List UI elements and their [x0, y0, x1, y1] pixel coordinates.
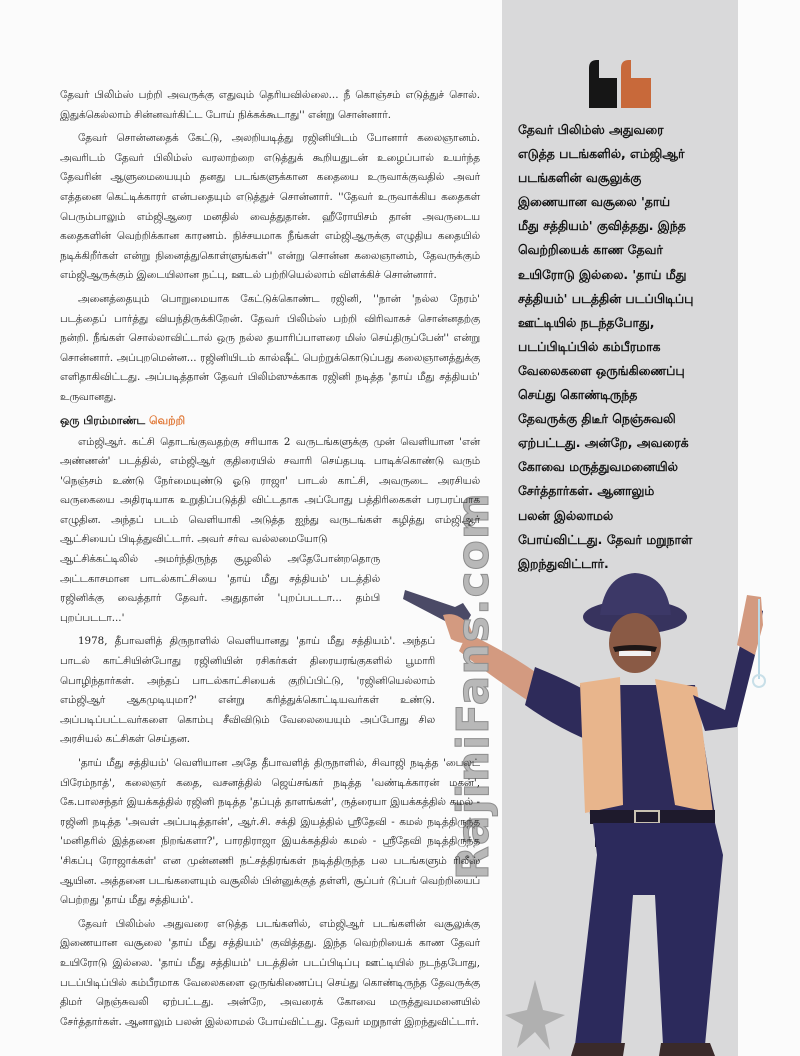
pull-quote-line: சத்தியம்' படத்தின் படப்பிடிப்பு	[518, 290, 694, 306]
article-paragraph: அனைத்தையும் பொறுமையாக கேட்டுக்கொண்ட ரஜினி, ''நான் 'நல்ல நேரம்' படத்தைப் பார்த்து வியந்திருக்கிறேன். தேவர் பிலிம்ஸ் பற்றி விரிவாகச் சொன்னதற்கு நன்றி. நீங்கள் சொல்லாவிட்டால் ஒரு நல்ல தயாரிப்பாளரை மிஸ் செய்திருப்பேன்'' என்று சொன்னார். அப்புறமென்ன... ரஜினியிடம் கால்ஷீட் பெற்றுக்கொடுப்பது கலைஞானத்துக்கு எளிதாகிவிட்டது. அப்படித்தான் தேவர் பிலிம்ஸுக்காக ரஜினி நடித்த 'தாய் மீது சத்தியம்' உருவானது.	[60, 292, 480, 403]
pull-quote-line: சேர்த்தார்கள். ஆனாலும்	[518, 483, 655, 499]
pull-quote-line: தேவருக்கு திடீர் நெஞ்சுவலி	[518, 411, 676, 427]
section-heading-main: ஒரு பிரம்மாண்ட	[60, 413, 146, 427]
pull-quote-line: படப்பிடிப்பில் கம்பீரமாக	[518, 338, 661, 354]
article-paragraph: 'தாய் மீது சத்தியம்' வெளியான அதே தீபாவளித் திருநாளில், சிவாஜி நடித்த 'பைலட் பிரேம்நாத்', கலைஞர் கதை, வசனத்தில் ஜெய்சங்கர் நடித்த 'வண்டிக்காரன் மகன்', கே.பாலசந்தர் இயக்கத்தில் ரஜினி நடித்த 'தப்புத் தாளங்கள்', ருத்ரையா இயக்கத்தில் கமல் - ரஜினி நடித்த 'அவள் அப்படித்தான்', ஆர்.சி. சக்தி இயத்தில் ஸ்ரீதேவி - கமல் நடித்திருந்த 'மனிதரில் இத்தனை நிறங்களா?', பாரதிராஜா இயக்கத்தில் கமல் - ஸ்ரீதேவி நடித்திருந்த 'சிகப்பு ரோஜாக்கள்' என முன்னணி நட்சத்திரங்கள் நடித்திருந்த பல படங்களும் ரிலீஸ் ஆயின. அத்தனை படங்களையும் வசூலில் பின்னுக்குத் தள்ளி, சூப்பர் டூப்பர் வெற்றியைப் பெற்றது 'தாய் மீது சத்தியம்'.	[60, 757, 480, 907]
pull-quote-line: உயிரோடு இல்லை. 'தாய் மீது	[518, 266, 687, 282]
pull-quote-line: கோவை மருத்துவமனையில்	[518, 459, 678, 475]
article-paragraph: 1978, தீபாவளித் திருநாளில் வெளியானது 'தாய் மீது சத்தியம்'. அந்தப் பாடல் காட்சியின்போது ரஜினியின் ரசிகர்கள் திரையரங்குகளில் பூமாரி பொழிந்தார்கள். அந்தப் பாடல்காட்சியைக் குறிப்பிட்டு, 'ரஜினியெல்லாம் எம்ஜிஆர் ஆகமுடியுமா?' என்று கரித்துக்கொட்டியவர்கள் உண்டு. அப்படிப்பட்டவர்களை கொம்பு சீவிவிடும் வேலையையும் அப்போது சில அரசியல் கட்சிகள் செய்தன.	[60, 635, 435, 746]
article-paragraph: தேவர் சொன்னதைக் கேட்டு, அலறியடித்து ரஜினியிடம் போனார் கலைஞானம். அவரிடம் தேவர் பிலிம்ஸ் வரலாற்றை எடுத்துக் கூறியதுடன் உழைப்பால் உயர்ந்த தேவரின் ஆளுமையையும் தனது படங்களுக்கான கதையை உருவாக்குவதில் அவர் எத்தனை கெட்டிக்காரர் என்பதையும் எடுத்துச் சொன்னார். ''தேவர் உருவாக்கிய கதைகள் பெரும்பாலும் எம்ஜிஆரை மனதில் வைத்துதான். ஹீரோயிசம் தான் அவருடைய கதைகளின் வெற்றிக்கான காரணம். நிச்சயமாக நீங்கள் எம்ஜிஆருக்கு எழுதிய கதையில் நடிக்கிறீர்கள் என்று நினைத்துகொள்ளுங்கள்'' என்று சொன்ன கலைஞானம், தேவருக்கும் எம்ஜிஆருக்கும் இடையிலான நட்பு, ஊடல் பற்றியெல்லாம் விளக்கிச் சொன்னார்.	[60, 132, 480, 282]
pull-quote-line: செய்து கொண்டிருந்த	[518, 387, 638, 403]
pull-quote-line: ஊட்டியில் நடந்தபோது,	[518, 314, 655, 330]
pull-quote-line: பலன் இல்லாமல்	[518, 507, 614, 523]
article-paragraph: தேவர் பிலிம்ஸ் அதுவரை எடுத்த படங்களில், எம்ஜிஆர் படங்களின் வசூலுக்கு இணையான வசூலை 'தாய் மீது சத்தியம்' குவித்தது. இந்த வெற்றியைக் காண தேவர் உயிரோடு இல்லை. 'தாய் மீது சத்தியம்' படத்தின் படப்பிடிப்பு ஊட்டியில் நடந்தபோது, படப்பிடிப்பில் கம்பீரமாக வேலைகளை ஒருங்கிணைப்பு செய்து கொண்டிருந்த தேவருக்கு திமர் நெஞ்சுவலி ஏற்பட்டது. அன்றே, அவரைக் கோவை மருத்துவமனையில் சேர்த்தார்கள். ஆனாலும் பலன் இல்லாமல் போய்விட்டது. தேவர் மறுநாள் இறந்துவிட்டார்.	[60, 917, 480, 1028]
article-body	[60, 0, 480, 1036]
pull-quote-line: தேவர் பிலிம்ஸ் அதுவரை	[518, 122, 664, 137]
watermark: RajiniFans.com	[448, 492, 499, 880]
pull-quote-line: படங்களின் வசூலுக்கு	[518, 170, 642, 186]
pull-quote-line: மீது சத்தியம்' குவித்தது. இந்த	[518, 218, 686, 234]
quote-mark-icon	[587, 60, 653, 108]
pull-quote-line: ஏற்பட்டது. அன்றே, அவரைக்	[518, 435, 689, 451]
section-heading-accent: வெற்றி	[149, 413, 186, 427]
article-paragraph: தேவர் பிலிம்ஸ் பற்றி அவருக்கு எதுவும் தெரியவில்லை... நீ கொஞ்சம் எடுத்துச் சொல். இதுக்கெல்லாம் சின்னவர்கிட்ட போய் நிக்கக்கூடாது'' என்று சொன்னார்.	[60, 89, 480, 121]
article-paragraph: ஆட்சிக்கட்டிலில் அமர்ந்திருந்த சூழலில் அதேபோன்றதொரு அட்டகாசமான பாடல்காட்சியை 'தாய் மீது சத்தியம்' படத்தில் ரஜினிக்கு வைத்தார் தேவர். அதுதான் 'புறப்படடா... தம்பி புறப்படடா...'	[60, 553, 380, 624]
pull-quote-line: வெற்றியைக் காண தேவர்	[518, 242, 663, 258]
article-paragraph: எம்ஜிஆர். கட்சி தொடங்குவதற்கு சரியாக 2 வருடங்களுக்கு முன் வெளியான 'என் அண்ணன்' படத்தில், எம்ஜிஆர் குதிரையில் சவாரி செய்தபடி பாடிக்கொண்டு வரும் 'நெஞ்சம் உண்டு நேர்மையுண்டு ஓடு ராஜா' பாடல் காட்சி, அவருடை அரசியல் வருகையை அதிரடியாக உறுதிப்படுத்தி விட்டதாக அப்போது பத்திரிகைகள் பரபரப்பாக எழுதின. அந்தப் படம் வெளியாகி அடுத்த ஐந்து வருடங்கள் கழித்து எம்ஜிஆர் ஆட்சியைப் பிடித்துவிட்டார். அவர் சர்வ வல்லமையோடு	[60, 435, 480, 546]
pull-quote-line: இறந்துவிட்டார்.	[518, 555, 609, 571]
pull-quote-line: எடுத்த படங்களில், எம்ஜிஆர்	[518, 146, 685, 162]
pull-quote-line: இணையான வசூலை 'தாய்	[518, 194, 670, 210]
section-heading	[60, 412, 480, 430]
star-watermark-icon	[505, 820, 565, 1050]
pull-quote-line: போய்விட்டது. தேவர் மறுநாள்	[518, 531, 693, 547]
pull-quote-line: வேலைகளை ஒருங்கிணைப்பு	[518, 362, 685, 378]
pull-quote	[518, 118, 728, 576]
